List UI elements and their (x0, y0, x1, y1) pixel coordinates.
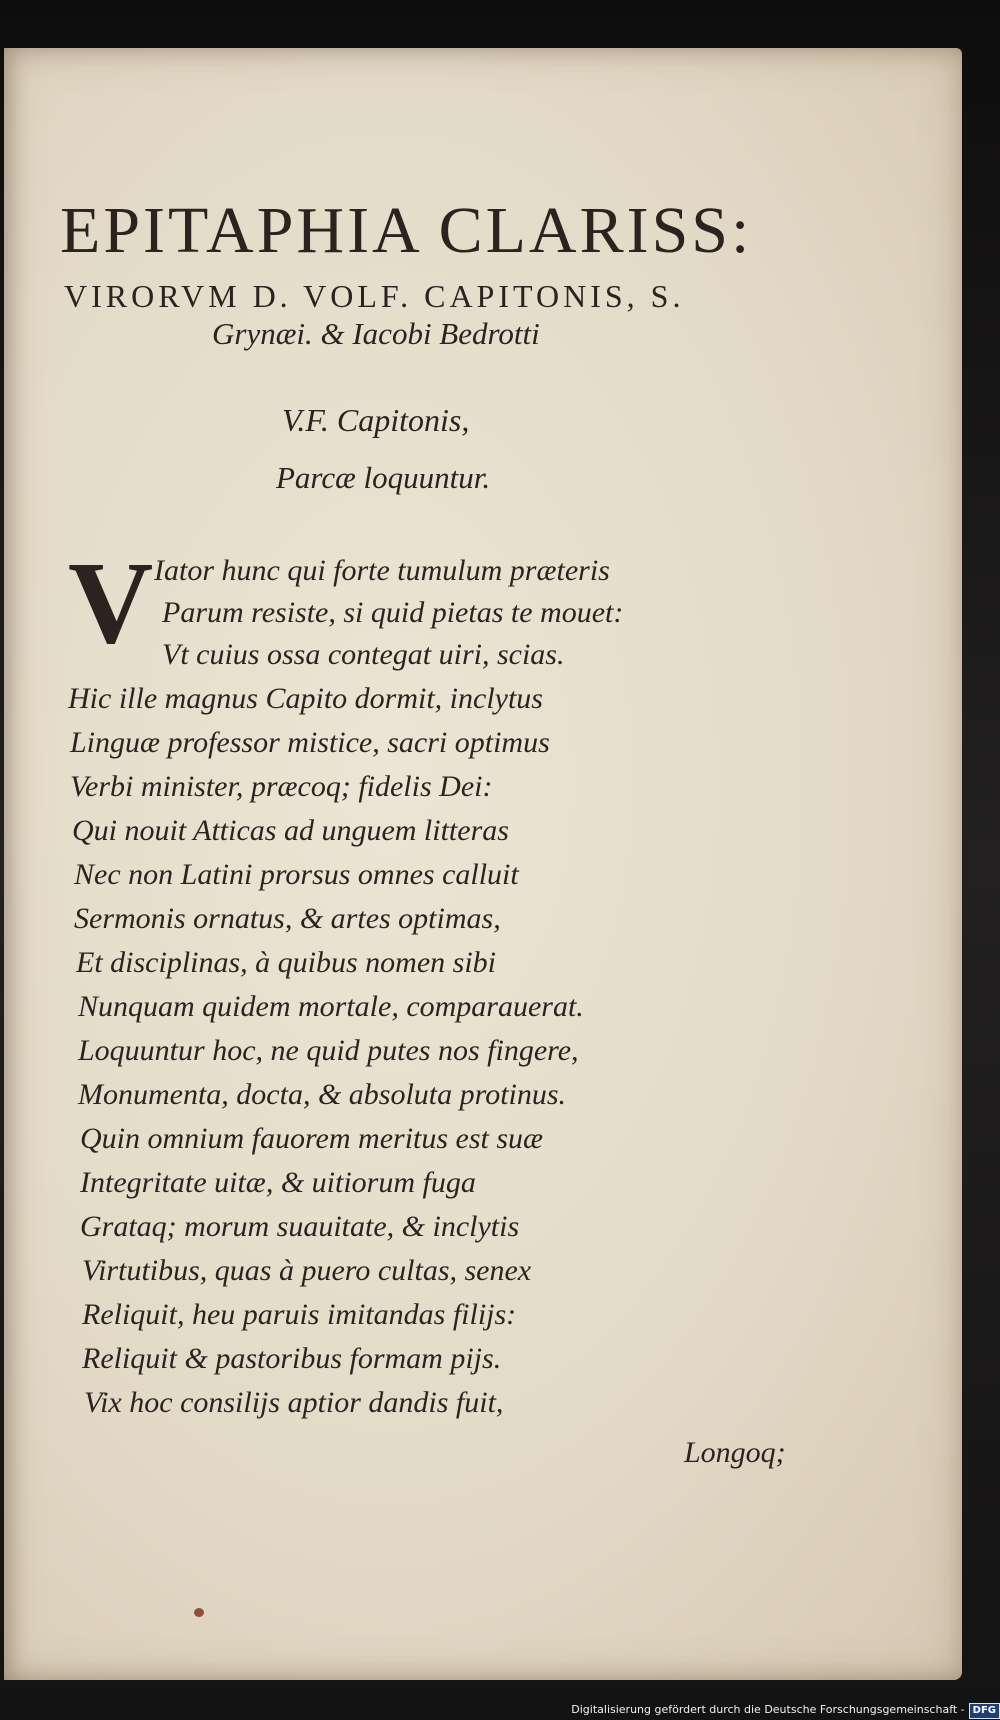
catchword: Longoq; (684, 1436, 786, 1469)
digitization-credit (560, 1700, 1000, 1720)
poem-line: Reliquit, heu paruis imitandas filijs: (82, 1298, 517, 1331)
poem-line: Qui nouit Atticas ad unguem litteras (72, 814, 509, 847)
poem-line: Nec non Latini prorsus omnes calluit (74, 858, 519, 891)
page-subtitle: VIRORVM D. VOLF. CAPITONIS, S. (64, 278, 685, 314)
poem-line: Linguæ professor mistice, sacri optimus (70, 726, 550, 759)
speaker-heading: Parcæ loquuntur. (276, 460, 491, 495)
poem-line: Loquuntur hoc, ne quid putes nos fingere, (78, 1034, 579, 1067)
dfg-logo: DFG (969, 1703, 1000, 1719)
poem-line: Sermonis ornatus, & artes optimas, (74, 902, 501, 935)
poem-line: Virtutibus, quas à puero cultas, senex (82, 1254, 532, 1287)
poem-line: Vt cuius ossa contegat uiri, scias. (162, 638, 565, 671)
poem-line: Nunquam quidem mortale, comparauerat. (78, 990, 584, 1023)
poem-text (4, 48, 962, 1680)
poem-line: Parum resiste, si quid pietas te mouet: (162, 596, 624, 629)
poem-line: Grataq; morum suauitate, & inclytis (80, 1210, 520, 1243)
poem-line: Vix hoc consilijs aptior dandis fuit, (84, 1386, 504, 1419)
poem-line: Hic ille magnus Capito dormit, inclytus (68, 682, 543, 715)
section-heading: V.F. Capitonis, (282, 402, 470, 438)
poem-line: Monumenta, docta, & absoluta protinus. (78, 1078, 567, 1111)
poem-line: Verbi minister, præcoq; fidelis Dei: (70, 770, 493, 803)
page-title: EPITAPHIA CLARISS: (60, 194, 753, 267)
poem-line: Et disciplinas, à quibus nomen sibi (76, 946, 496, 979)
ink-speck (194, 1608, 204, 1617)
book-page (4, 48, 962, 1680)
credit-text: Digitalisierung gefördert durch die Deutsche Forschungsgemeinschaft - (571, 1703, 965, 1716)
poem-line: Integritate uitæ, & uitiorum fuga (80, 1166, 476, 1199)
drop-cap: V (68, 537, 154, 668)
poem-line: Reliquit & pastoribus formam pijs. (82, 1342, 502, 1375)
page-subtitle-names: Grynæi. & Iacobi Bedrotti (212, 316, 540, 351)
poem-line: Quin omnium fauorem meritus est suæ (80, 1122, 544, 1155)
poem-line: Iator hunc qui forte tumulum præteris (154, 554, 610, 587)
